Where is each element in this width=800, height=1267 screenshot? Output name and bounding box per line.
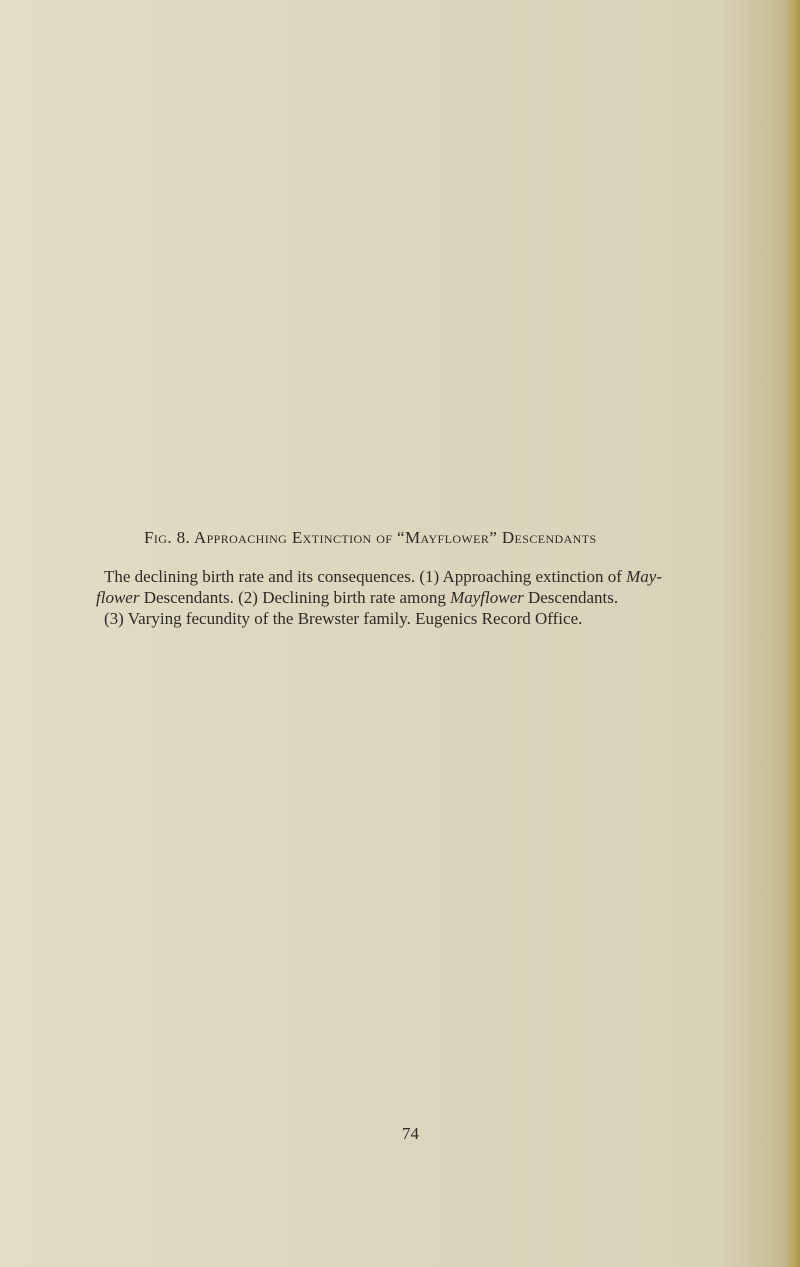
caption-line-2-text-a: Descendants. (2) Declining birth rate among — [139, 588, 451, 607]
page-edge-shadow — [786, 0, 800, 1267]
caption-line-2 — [96, 587, 742, 608]
caption-line-2-italic-a: flower — [96, 588, 140, 607]
caption-line-3: (3) Varying fecundity of the Brewster family. Eugenics Record Office. — [104, 609, 583, 628]
caption-line-1 — [96, 566, 742, 587]
figure-description — [96, 566, 742, 629]
caption-line-2-text-b: Descendants. — [523, 588, 619, 607]
figure-title — [96, 528, 756, 548]
figure-caption — [96, 528, 756, 629]
figure-label: Fig. 8. — [144, 528, 191, 547]
caption-line-1-italic: May- — [626, 567, 662, 586]
page-number: 74 — [402, 1124, 419, 1143]
caption-line-1-text: The declining birth rate and its consequences. (1) Approaching extinction of — [104, 567, 627, 586]
figure-title-text: Approaching Extinction of “Mayflower” Descendants — [193, 528, 597, 547]
caption-line-2-italic-b: Mayflower — [450, 588, 524, 607]
